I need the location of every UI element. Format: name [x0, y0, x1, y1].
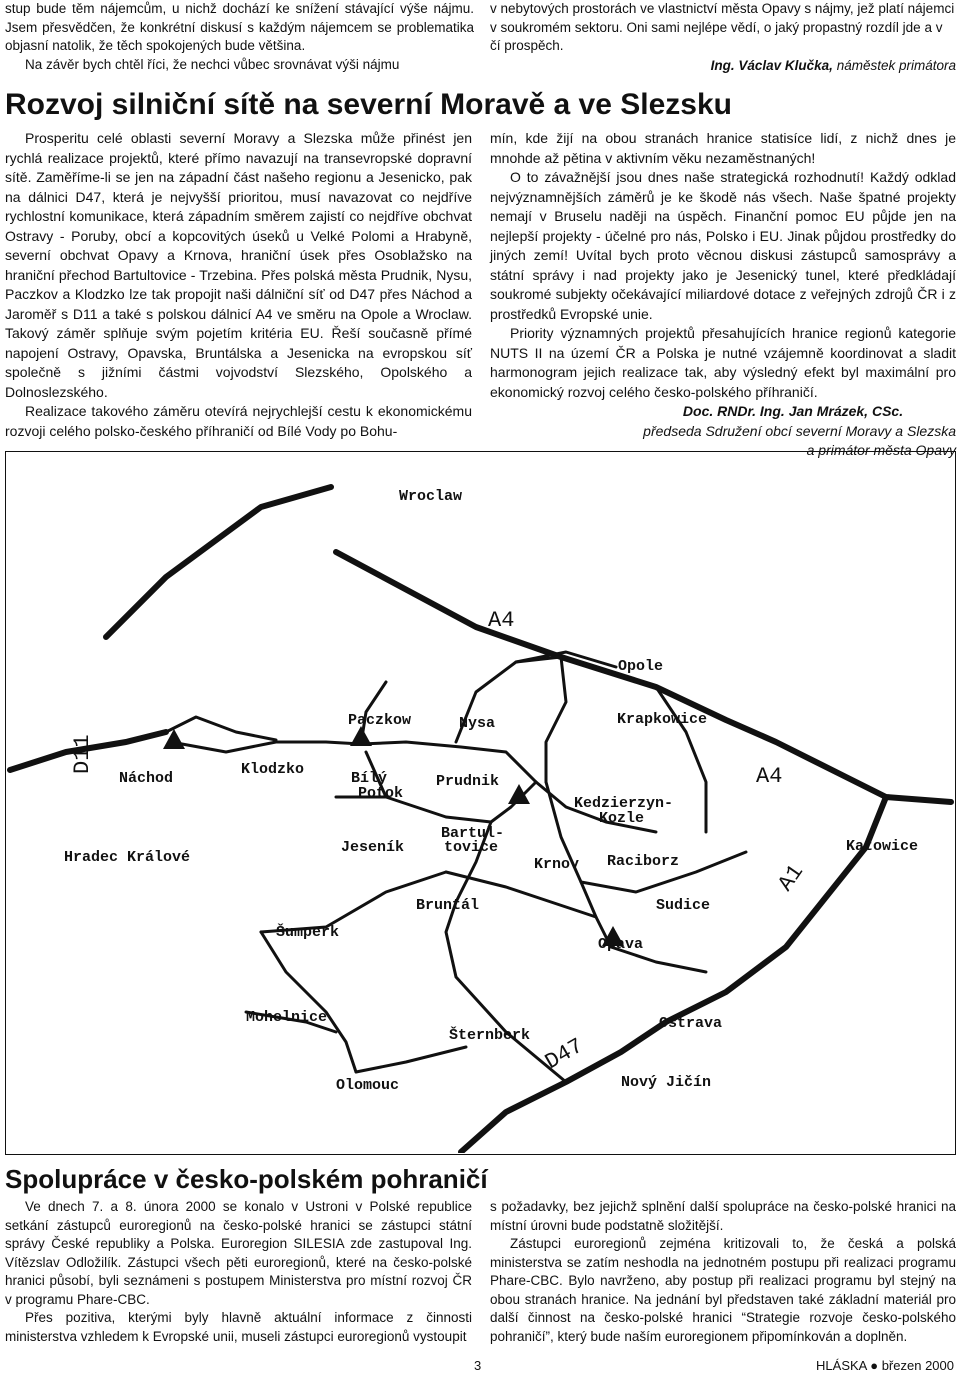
paragraph: Prosperitu celé oblasti severní Moravy a Slezska může přinést jen rychlá realizace projektů, které přímo navazují na transevropské dopravní sítě. Zaměříme-li se jen na západní část našeho regionu a Jesenicko, pak na dálnici D47, která je nejvyšší prioritou, musí navazovat co nejdříve rychlostní komunikace, která západním směrem zajistí co nejdříve obchvat Ostravy - Poruby, obcí a kopcovitých úseků u Velké Polomi a Hrabyně, severní obchvat Opavy a Krnova, hraniční úsek přes Osoblažsko na hraniční přechod Bartultovice - Trzebina. Přes polská města Prudnik, Nysu, Paczkov a Klodzko lze tak propojit naši dálniční síť od D47 přes Náchod a Jaroměř s D11 a také s polskou dálnicí A4 ve směru na Opole a Wroclaw. Takový záměr splňuje svým pojetím kritéria EU. Řeší současně přímé napojení Ostravy, Opavska, Bruntálska a Jesenicka na evropskou síť společně s jižními částmi vojvodství Slezského, Opolského a Dolnoslezského.: [5, 130, 472, 400]
border-crossing-marker: [508, 784, 530, 804]
city-label: Paczkow: [348, 712, 412, 729]
city-label: Opava: [598, 936, 644, 953]
city-label: Mohelnice: [246, 1009, 328, 1026]
city-label: Klodzko: [241, 761, 305, 778]
road-label: D11: [70, 734, 95, 774]
city-label: Katowice: [846, 838, 919, 855]
paragraph: O to závažnější jsou dnes naše strategická rozhodnutí! Každý odklad nejvýznamnějších záměrů je ke škodě nás všech. Naše špatné projekty nemají v Bruselu naději na úspěch. Finanční pomoc EU půjde jen na nejlepší projekty - účelné pro nás, Polsko i EU. Jinak půjdou prostředky do jiných zemí! Uvítal bych proto věcnou diskusi zástupců samosprávy a státní správy i nad projekty jako je Jesenický tunel, které předkládají soukromé subjekty očekávající miliardové dotace z veřejných zdrojů ČR i z prostředků Evropské unie.: [490, 169, 956, 322]
road-network-map: [5, 451, 956, 1155]
article-title: Spolupráce v česko-polském pohraničí: [5, 1164, 488, 1194]
city-label: Kedzierzyn-: [574, 795, 674, 812]
signature: [490, 57, 956, 76]
city-label: Wroclaw: [399, 488, 463, 505]
city-label: Nysa: [459, 715, 496, 732]
city-label: Opole: [618, 658, 664, 675]
paragraph: stup bude těm nájemcům, u nichž dochází ke snížení stávající výše nájmu. Jsem přesvědčen, že konkrétní diskusí s každým nájemcem se problematika objasní natolik, že těch spokojených bude většina.: [5, 1, 474, 53]
road-label: A1: [773, 860, 809, 897]
paragraph: Přes pozitiva, kterými byly hlavně aktuální informace z činnosti ministerstva vzhledem k Evropské unii, museli zástupci euroregionů vystoupit: [5, 1310, 472, 1344]
article-right-column: [490, 1198, 956, 1346]
paragraph: Ve dnech 7. a 8. února 2000 se konalo v Ustroni v Polské republice setkání zástupců euroregionů na česko-polské hranici se zástupci státní správy České republiky a Polska. Euroregion SILESIA zde zastupoval Ing. Vítězslav Odložilík. Zástupci všech pěti euroregionů, které na česko-polské hranici působí, byli seznámeni s postupem Ministerstva pro místní rozvoj ČR v programu Phare-CBC.: [5, 1199, 472, 1307]
signature-role: předseda Sdružení obcí severní Moravy a Slezska: [643, 422, 956, 439]
city-label: Ostrava: [659, 1015, 723, 1032]
paragraph: v nebytových prostorách ve vlastnictví města Opavy s nájmy, jež platí nájemci v soukromém sektoru. Oni sami nejlépe vědí, o jaký propastný rozdíl jde a v čí prospěch.: [490, 1, 955, 53]
road-label: A4: [756, 764, 783, 789]
article-left-column: [5, 1198, 472, 1346]
road: [356, 1047, 466, 1072]
paragraph: s požadavky, bez jejichž splnění další spolupráce na česko-polské hranici na místní úrovni bude podstatně složitější.: [490, 1199, 956, 1233]
article-left-column: [5, 129, 472, 441]
road: [546, 657, 566, 782]
article-title: Rozvoj silniční sítě na severní Moravě a ve Slezsku: [5, 88, 732, 121]
city-label: Sudice: [656, 897, 711, 914]
city-label: Šumperk: [276, 924, 340, 941]
signature-name: Ing. Václav Klučka,: [710, 57, 833, 73]
road: [261, 932, 356, 1072]
road-label: A4: [488, 608, 515, 633]
signature-role: a primátor města Opavy: [806, 442, 956, 458]
road: [166, 717, 276, 740]
city-label: Krnov: [534, 856, 580, 873]
map-canvas: [6, 452, 954, 1153]
signature-name: Doc. RNDr. Ing. Jan Mrázek, CSc.: [682, 403, 904, 419]
city-label: Hradec Králové: [64, 849, 191, 866]
road-a4: [106, 487, 331, 637]
city-label: Nový Jičín: [621, 1074, 712, 1091]
city-label: Bruntál: [416, 897, 480, 914]
road-a4: [336, 552, 951, 802]
paragraph: Realizace takového záměru otevírá nejrychlejší cestu k ekonomickému rozvoji celého polsko-českého příhraničí od Bílé Vody po Bohu-: [5, 403, 472, 439]
road-label: D47: [541, 1033, 588, 1076]
paragraph: Zástupci euroregionů zejména kritizovali to, že česká a polská ministerstva se zatím neshodla na jednotném postupu při realizaci programu Phare-CBC. Bylo navrženo, aby postup při realizaci programu byl stejný na obou stranách hranice. Na jednání byl představen také základní materiál pro další činnost na česko-polské hranici “Strategie rozvoje česko-polského pohraničí”, který bude naším euroregionem připomínkován a doplněn.: [490, 1236, 956, 1344]
border-crossing-marker: [350, 726, 372, 746]
top-right-column: [490, 0, 956, 75]
city-label: Potok: [358, 785, 404, 802]
city-label: Krapkowice: [617, 711, 708, 728]
article-right-column: [490, 129, 956, 461]
page-number: 3: [474, 1358, 482, 1373]
paragraph: Priority významných projektů přesahujících hranice regionů kategorie NUTS II na území ČR a Polska je nutné vzájemně koordinovat a sladit harmonogram jejich realizace tak, aby výsledný efekt byl maximální pro ekonomický rozvoj celého česko-polského příhraničí.: [490, 325, 956, 400]
city-label: Jeseník: [341, 839, 405, 856]
city-label: Olomouc: [336, 1077, 400, 1094]
city-label: Bartul-: [441, 825, 505, 842]
city-label: Šternberk: [449, 1027, 531, 1044]
magazine-footer: HLÁSKA ● březen 2000: [816, 1358, 954, 1373]
city-label: Kozle: [599, 810, 645, 827]
city-label: Bílý: [351, 770, 388, 787]
signature-role: náměstek primátora: [832, 57, 956, 73]
city-label: Náchod: [119, 770, 174, 787]
paragraph: Na závěr bych chtěl říci, že nechci vůbec srovnávat výši nájmu: [25, 56, 400, 72]
road: [171, 742, 361, 752]
top-left-column: [5, 0, 474, 74]
paragraph: mín, kde žijí na obou stranách hranice statisíce lidí, z nichž dnes je mnohde až pětina v aktivním věku nezaměstnaných!: [490, 130, 956, 166]
city-label: tovice: [444, 839, 499, 856]
city-label: Raciborz: [607, 853, 680, 870]
city-label: Prudnik: [436, 773, 500, 790]
